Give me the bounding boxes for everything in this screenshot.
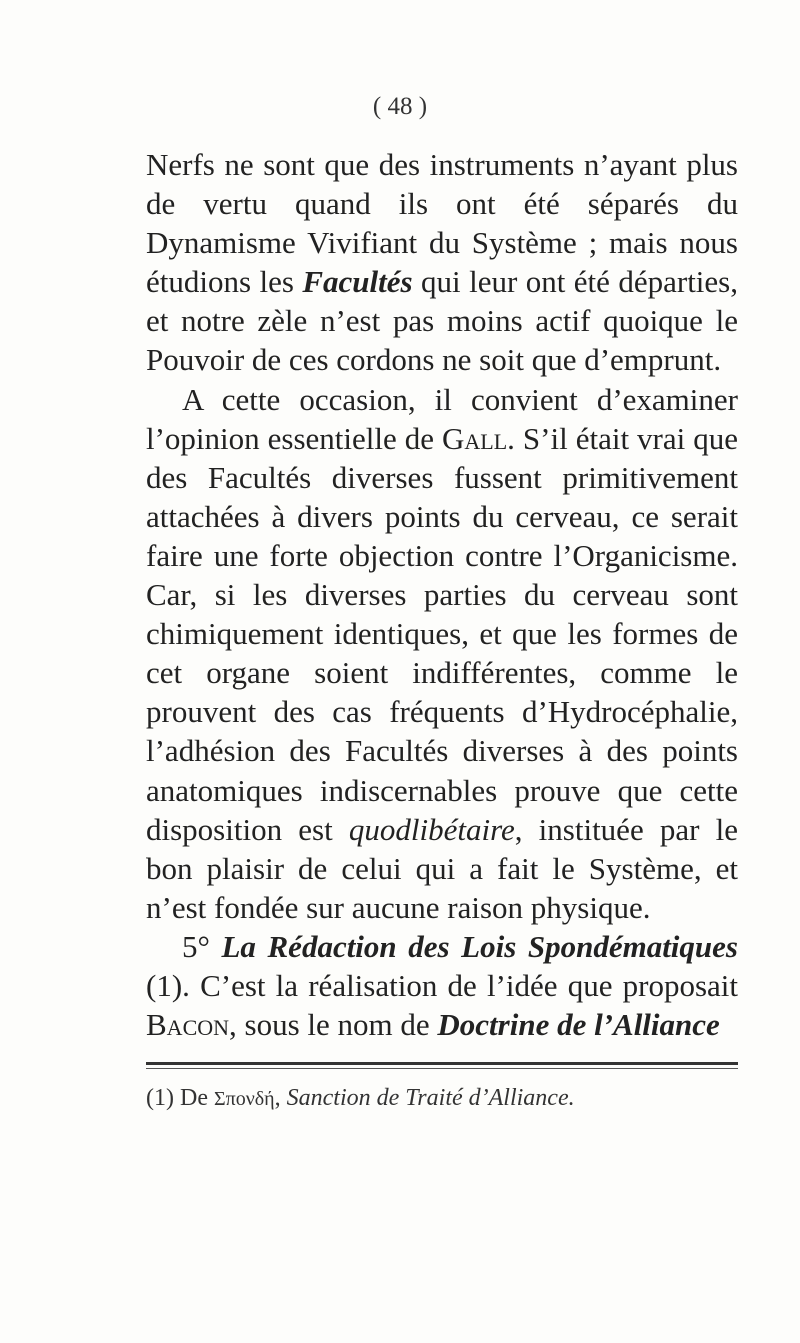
- small-caps-name: Gall: [442, 420, 508, 456]
- footnote-rule: [146, 1062, 738, 1065]
- emphasis: Doctrine de l’Alliance: [437, 1007, 720, 1043]
- paragraph: [146, 927, 738, 1044]
- page-number: ( 48 ): [372, 93, 428, 120]
- paragraph: [146, 145, 738, 380]
- paragraph-text: , sous le nom de: [229, 1007, 438, 1043]
- greek-word: Σπονδή: [213, 1088, 275, 1110]
- section-title: La Rédaction des Lois Spondématiques: [221, 928, 738, 964]
- small-caps-name: Bacon: [146, 1007, 230, 1043]
- body-text: [146, 145, 738, 1044]
- paragraph-text: . S’il était vrai que des Facultés diverses fussent primitivement attachées à divers points du cerveau, ce serait faire une forte objection contre l’Organicisme. Car, si les diverses parties du cerveau sont chimiquement identiques, et que les formes de cet organe soient indifférentes, comme le prouvent des cas fréquents d’Hydrocéphalie, l’adhésion des Facultés diverses à des points anatomiques indiscernables prouve que cette disposition est: [146, 420, 738, 847]
- paragraph-text: A cette occasion, il convient d’examiner l’opinion essentielle de: [146, 381, 738, 456]
- paragraph-text: C’est la réalisation de l’idée que proposait: [189, 967, 738, 1003]
- footnote-text: Sanction de Traité d’Alliance.: [286, 1085, 575, 1111]
- emphasis: Facultés: [302, 264, 413, 300]
- paragraph-text: , instituée par le bon plaisir de celui qui a fait le Système, et n’est fondée sur aucune raison physique.: [146, 811, 738, 925]
- footnote-ref: (1).: [146, 967, 190, 1003]
- paragraph-text: qui leur ont été départies, et notre zèle n’est pas moins actif quoique le Pouvoir de ces cordons ne soit que d’emprunt.: [146, 264, 738, 378]
- emphasis: quodlibétaire: [348, 811, 515, 847]
- section-number: 5°: [182, 928, 222, 964]
- paragraph-text: Nerfs ne sont que des instruments n’ayant plus de vertu quand ils ont été séparés du Dynamisme Vivifiant du Système ; mais nous étudions les: [146, 147, 738, 300]
- paragraph: [146, 380, 738, 927]
- footnote-marker: (1) De: [146, 1085, 214, 1111]
- footnote-sep: ,: [274, 1085, 287, 1111]
- footnote: [146, 1083, 738, 1114]
- footnote-rule-thin: [146, 1068, 738, 1069]
